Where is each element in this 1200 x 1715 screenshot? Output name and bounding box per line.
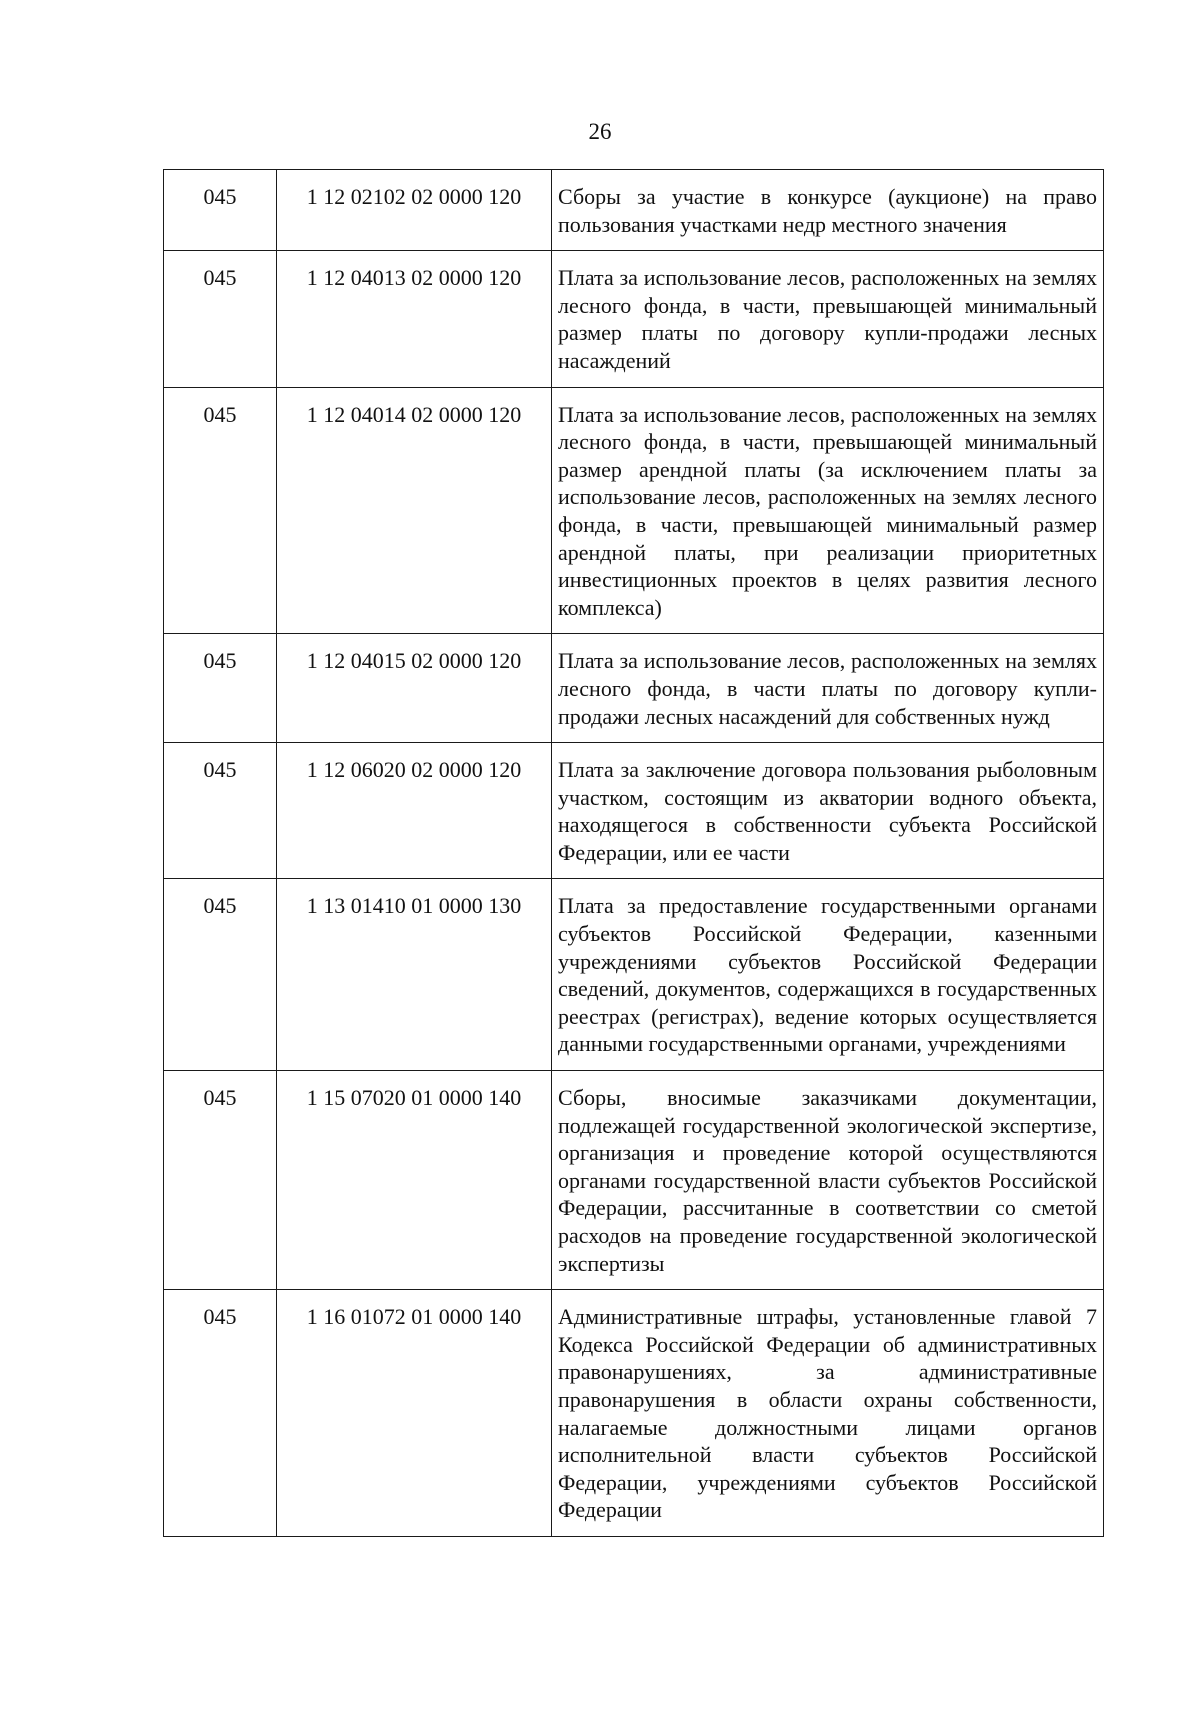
budget-code-cell: 1 15 07020 01 0000 140: [277, 1071, 552, 1290]
table-row: [164, 251, 1104, 387]
admin-code-cell: 045: [164, 170, 277, 251]
admin-code-cell: 045: [164, 387, 277, 634]
description-cell: Административные штрафы, установленные главой 7 Кодекса Российской Федерации об административных правонарушениях, за административные правонарушения в области охраны собственности, налагаемые должностными лицами органов исполнительной власти субъектов Российской Федерации, учреждениями субъектов Российской Федерации: [552, 1290, 1104, 1537]
admin-code-cell: 045: [164, 634, 277, 743]
budget-code-cell: 1 12 06020 02 0000 120: [277, 743, 552, 879]
table-row: [164, 1071, 1104, 1290]
budget-code-cell: 1 13 01410 01 0000 130: [277, 879, 552, 1071]
description-cell: Плата за использование лесов, расположенных на землях лесного фонда, в части платы по договору купли-продажи лесных насаждений для собственных нужд: [552, 634, 1104, 743]
table-row: [164, 634, 1104, 743]
budget-code-cell: 1 16 01072 01 0000 140: [277, 1290, 552, 1537]
budget-codes-table: [163, 169, 1104, 1537]
description-cell: Сборы, вносимые заказчиками документации, подлежащей государственной экологической экспертизе, организация и проведение которой осуществляются органами государственной власти субъектов Российской Федерации, рассчитанные в соответствии со сметой расходов на проведение государственной экологической экспертизы: [552, 1071, 1104, 1290]
page-number: 26: [588, 119, 612, 144]
budget-code-cell: 1 12 02102 02 0000 120: [277, 170, 552, 251]
description-cell: Плата за использование лесов, расположенных на землях лесного фонда, в части, превышающей минимальный размер платы по договору купли-продажи лесных насаждений: [552, 251, 1104, 387]
description-cell: Плата за использование лесов, расположенных на землях лесного фонда, в части, превышающей минимальный размер арендной платы (за исключением платы за использование лесов, расположенных на землях лесного фонда, в части, превышающей минимальный размер арендной платы, при реализации приоритетных инвестиционных проектов в целях развития лесного комплекса): [552, 387, 1104, 634]
description-cell: Сборы за участие в конкурсе (аукционе) на право пользования участками недр местного значения: [552, 170, 1104, 251]
admin-code-cell: 045: [164, 879, 277, 1071]
table-row: [164, 387, 1104, 634]
budget-code-cell: 1 12 04013 02 0000 120: [277, 251, 552, 387]
budget-code-cell: 1 12 04014 02 0000 120: [277, 387, 552, 634]
table-row: [164, 170, 1104, 251]
admin-code-cell: 045: [164, 1290, 277, 1537]
admin-code-cell: 045: [164, 743, 277, 879]
table-row: [164, 743, 1104, 879]
description-cell: Плата за предоставление государственными органами субъектов Российской Федерации, казенными учреждениями субъектов Российской Федерации сведений, документов, содержащихся в государственных реестрах (регистрах), ведение которых осуществляется данными государственными органами, учреждениями: [552, 879, 1104, 1071]
description-cell: Плата за заключение договора пользования рыболовным участком, состоящим из акватории водного объекта, находящегося в собственности субъекта Российской Федерации, или ее части: [552, 743, 1104, 879]
admin-code-cell: 045: [164, 251, 277, 387]
budget-code-cell: 1 12 04015 02 0000 120: [277, 634, 552, 743]
table-row: [164, 879, 1104, 1071]
admin-code-cell: 045: [164, 1071, 277, 1290]
table-row: [164, 1290, 1104, 1537]
